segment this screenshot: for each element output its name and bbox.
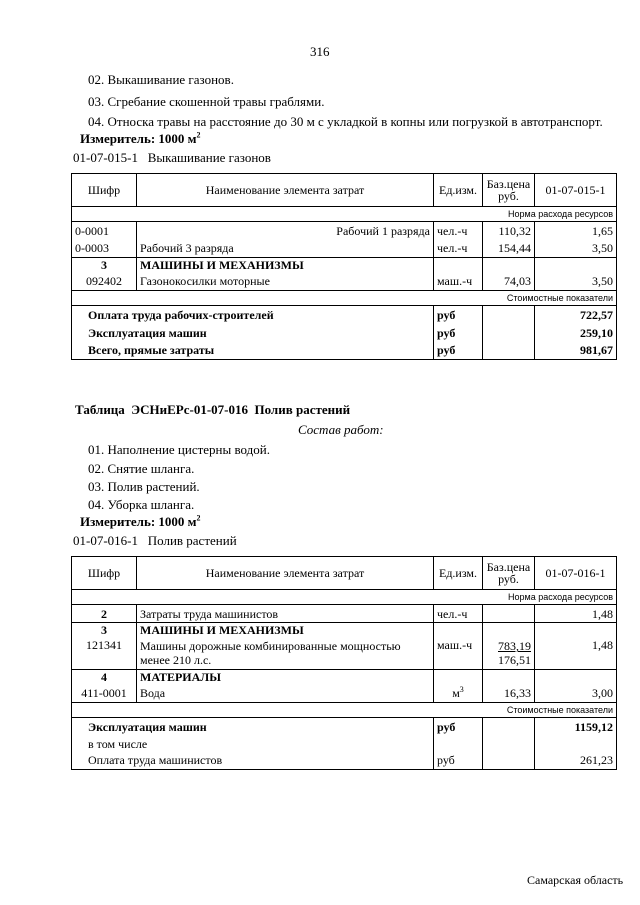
row-value: 3,50: [535, 273, 617, 291]
header-unit: Ед.изм.: [434, 557, 483, 590]
section-number: 4: [72, 670, 137, 685]
row-value: 1,65: [535, 222, 617, 240]
total-name: Всего, прямые затраты: [72, 342, 434, 360]
section-title: МАШИНЫ И МЕХАНИЗМЫ: [137, 258, 434, 273]
section-number: 3: [72, 623, 137, 638]
row-price: 110,32: [483, 222, 535, 240]
header-name: Наименование элемента затрат: [137, 557, 434, 590]
norm-code-line: 01-07-015-1 Выкашивание газонов: [73, 150, 271, 165]
header-name: Наименование элемента затрат: [137, 174, 434, 207]
total-value: 722,57: [535, 306, 617, 324]
row-unit: чел.-ч: [434, 240, 483, 258]
footer-region: Самарская область: [527, 873, 624, 887]
row-price: 16,33: [483, 685, 535, 703]
row-name: Рабочий 1 разряда: [137, 222, 434, 240]
header-code: Шифр: [72, 557, 137, 590]
row-unit: маш.-ч: [434, 273, 483, 291]
row-code: 121341: [72, 638, 137, 670]
work-item: 04. Относка травы на расстояние до 30 м с укладкой в копны или погрузкой в автотранспорт.: [88, 114, 603, 129]
total-value: 981,67: [535, 342, 617, 360]
total-unit: руб: [434, 306, 483, 324]
norm-code-line: 01-07-016-1 Полив растений: [73, 533, 237, 548]
header-price: Баз.цена руб.: [483, 174, 535, 207]
total-value: 261,23: [535, 752, 617, 770]
total-name: Эксплуатация машин: [72, 718, 434, 736]
work-item: 02. Снятие шланга.: [88, 461, 195, 476]
norm-label: Норма расхода ресурсов: [72, 590, 617, 605]
measure-line: Измеритель: 1000 $м^2$: [80, 513, 201, 529]
row-unit: чел.-ч: [434, 605, 483, 623]
section-title: МАТЕРИАЛЫ: [137, 670, 434, 685]
table-title: Таблица ЭСНиЕРс-01-07-016 Полив растений: [75, 402, 351, 417]
row-price: 74,03: [483, 273, 535, 291]
row-code: 0-0001: [72, 222, 137, 240]
resource-table-1: [71, 173, 617, 360]
total-name: Оплата труда рабочих-строителей: [72, 306, 434, 324]
row-value: 1,48: [535, 605, 617, 623]
section-number: 3: [72, 258, 137, 273]
row-name: Затраты труда машинистов: [137, 605, 434, 623]
row-unit: $м^3$: [434, 685, 483, 703]
header-unit: Ед.изм.: [434, 174, 483, 207]
row-code: 2: [72, 605, 137, 623]
header-norm-code: 01-07-015-1: [535, 174, 617, 207]
cost-label: Стоимостные показатели: [72, 291, 617, 306]
row-name: Вода: [137, 685, 434, 703]
work-item: 02. Выкашивание газонов.: [88, 72, 234, 87]
row-name: Газонокосилки моторные: [137, 273, 434, 291]
section-title: МАШИНЫ И МЕХАНИЗМЫ: [137, 623, 434, 638]
total-value: 259,10: [535, 324, 617, 342]
page-number: 316: [310, 44, 330, 59]
composition-heading: Состав работ:: [298, 422, 384, 437]
cost-label: Стоимостные показатели: [72, 703, 617, 718]
row-unit: чел.-ч: [434, 222, 483, 240]
work-item: 03. Полив растений.: [88, 479, 200, 494]
total-unit: руб: [434, 718, 483, 736]
row-value: 1,48: [535, 638, 617, 670]
row-value: 3,00: [535, 685, 617, 703]
total-unit: руб: [434, 752, 483, 770]
row-unit: маш.-ч: [434, 638, 483, 670]
measure-line: Измеритель: 1000 $м^2$: [80, 130, 201, 146]
work-item: 03. Сгребание скошенной травы граблями.: [88, 94, 325, 109]
norm-label: Норма расхода ресурсов: [72, 207, 617, 222]
total-unit: руб: [434, 342, 483, 360]
work-item: 01. Наполнение цистерны водой.: [88, 442, 270, 457]
header-code: Шифр: [72, 174, 137, 207]
row-name: Машины дорожные комбинированные мощностью менее 210 л.с.: [137, 638, 434, 670]
including-label: в том числе: [72, 736, 434, 752]
total-unit: руб: [434, 324, 483, 342]
total-value: 1159,12: [535, 718, 617, 736]
total-name: Оплата труда машинистов: [72, 752, 434, 770]
resource-table-2: [71, 556, 617, 770]
row-name: Рабочий 3 разряда: [137, 240, 434, 258]
row-code: 411-0001: [72, 685, 137, 703]
work-item: 04. Уборка шланга.: [88, 497, 195, 512]
header-price: Баз.цена руб.: [483, 557, 535, 590]
header-norm-code: 01-07-016-1: [535, 557, 617, 590]
row-code: 0-0003: [72, 240, 137, 258]
total-name: Эксплуатация машин: [72, 324, 434, 342]
row-value: 3,50: [535, 240, 617, 258]
row-code: 092402: [72, 273, 137, 291]
row-price: 154,44: [483, 240, 535, 258]
row-price: 783,19 176,51: [483, 638, 535, 670]
